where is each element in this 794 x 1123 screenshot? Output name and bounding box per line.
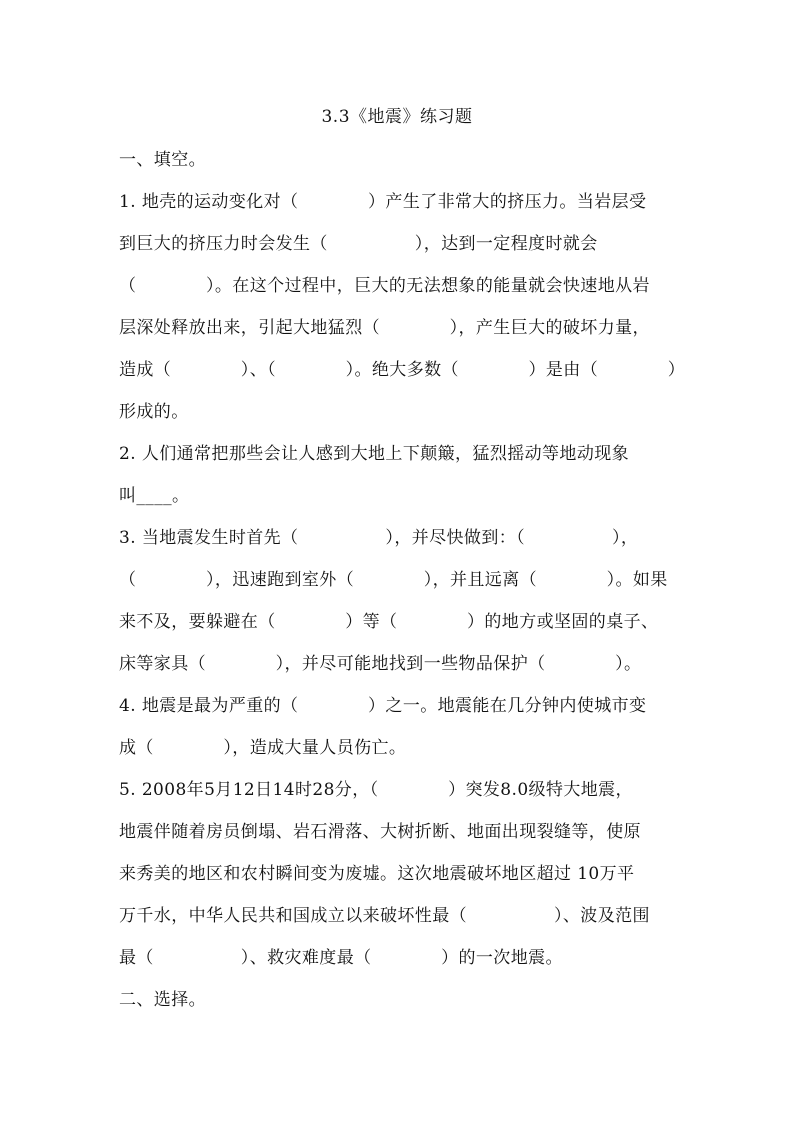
bottom-spacing [119,1027,685,1028]
question-5-line-1: 5. 2008年5月12日14时28分，（ ）突发8.0级特大地震， [119,780,633,800]
question-5-line-4: 万千水，中华人民共和国成立以来破坏性最（ ）、波及范围 [119,906,650,926]
question-3-line-1: 3. 当地震发生时首先（ ），并尽快做到：（ ）， [119,528,639,548]
question-1-line-4: 层深处释放出来，引起大地猛烈（ ），产生巨大的破坏力量， [119,318,650,338]
question-5-line-5: 最（ ）、救灾难度最（ ）的一次地震。 [119,948,563,968]
question-2-line-1: 2. 人们通常把那些会让人感到大地上下颠簸，猛烈摇动等地动现象 [119,444,630,464]
question-4-line-2: 成（ ），造成大量人员伤亡。 [119,738,407,758]
document-title: 3.3《地震》练习题 [321,107,473,127]
question-3-line-4: 床等家具（ ），并尽可能地找到一些物品保护（ ）。 [119,654,642,674]
document-body [119,145,685,1028]
question-3-line-3: 来不及，要躲避在（ ）等（ ）的地方或坚固的桌子、 [119,612,659,632]
section-heading-fill-in: 一、填空。 [119,150,206,170]
question-3-line-2: （ ），迅速跑到室外（ ），并且远离（ ）。如果 [119,570,668,590]
question-4-line-1: 4. 地震是最为严重的（ ）之一。地震能在几分钟内使城市变 [119,696,647,716]
section-heading-choice: 二、选择。 [119,990,206,1010]
question-1-line-6: 形成的。 [119,402,189,422]
question-1-line-3: （ ）。在这个过程中，巨大的无法想象的能量就会快速地从岩 [119,276,650,296]
question-1-line-1: 1. 地壳的运动变化对（ ）产生了非常大的挤压力。当岩层受 [119,192,647,212]
question-2-line-2: 叫____。 [119,486,190,506]
question-1-line-5: 造成（ ）、（ ）。绝大多数（ ）是由（ ） [119,360,685,380]
question-5-line-2: 地震伴随着房员倒塌、岩石滑落、大树折断、地面出现裂缝等，使原 [119,822,641,842]
question-5-line-3: 来秀美的地区和农村瞬间变为废墟。这次地震破坏地区超过 10万平 [119,864,635,884]
question-1-line-2: 到巨大的挤压力时会发生（ ），达到一定程度时就会 [119,234,598,254]
